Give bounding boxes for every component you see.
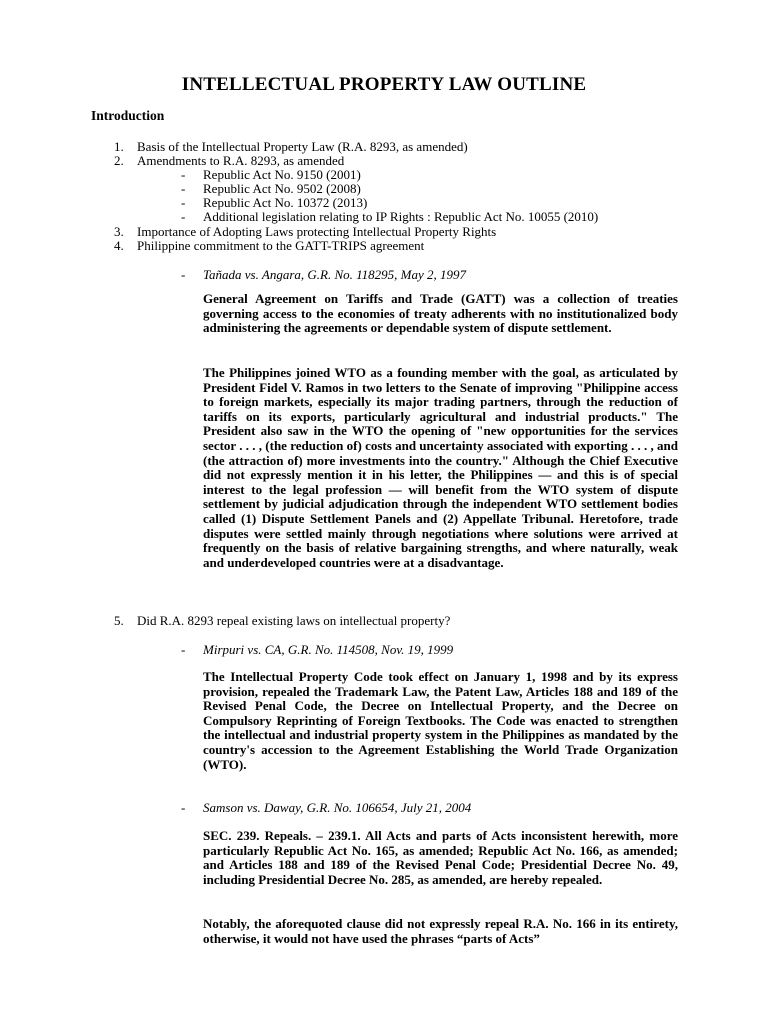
dash-bullet: - xyxy=(181,167,186,182)
item-number: 1. xyxy=(114,139,124,154)
item-text: Did R.A. 8293 repeal existing laws on intellectual property? xyxy=(137,613,451,628)
item-number: 5. xyxy=(114,613,124,628)
item-text: Basis of the Intellectual Property Law (R.A. 8293, as amended) xyxy=(137,139,468,154)
sub-item-text: Republic Act No. 9150 (2001) xyxy=(203,167,361,182)
document-title: INTELLECTUAL PROPERTY LAW OUTLINE xyxy=(181,74,587,95)
dash-bullet: - xyxy=(181,181,186,196)
dash-bullet: - xyxy=(181,267,186,282)
item-text: Importance of Adopting Laws protecting Intellectual Property Rights xyxy=(137,224,497,239)
quoted-paragraph: The Intellectual Property Code took effect on January 1, 1998 and by its express provision, repealed the Trademark Law, the Patent Law, Articles 188 and 189 of the Revised Penal Code, the Decree on Intellectual Property, and the Decree on Compulsory Reprinting of Foreign Textbooks. The Code was enacted to strengthen the intellectual and industrial property system in the Philippines as mandated by the country's accession to the Agreement Establishing the World Trade Organization (WTO). xyxy=(203,669,678,772)
quoted-paragraph: General Agreement on Tariffs and Trade (GATT) was a collection of treaties governing access to the economies of treaty adherents with no institutionalized body administering the agreements or dependable system of dispute settlement. xyxy=(203,291,678,336)
dash-bullet: - xyxy=(181,642,186,657)
dash-bullet: - xyxy=(181,800,186,815)
sub-item-text: Additional legislation relating to IP Rights : Republic Act No. 10055 (2010) xyxy=(203,209,599,224)
item-number: 4. xyxy=(114,238,124,253)
sub-item-text: Republic Act No. 10372 (2013) xyxy=(203,195,368,210)
dash-bullet: - xyxy=(181,195,186,210)
item-number: 2. xyxy=(114,153,124,168)
dash-bullet: - xyxy=(181,209,186,224)
quoted-paragraph: SEC. 239. Repeals. – 239.1. All Acts and parts of Acts inconsistent herewith, more particularly Republic Act No. 165, as amended; Republic Act No. 166, as amended; and Articles 188 and 189 of the Revised Penal Code; Presidential Decree No. 49, including Presidential Decree No. 285, as amended, are hereby repealed. xyxy=(203,828,678,887)
case-citation: Tañada vs. Angara, G.R. No. 118295, May 2, 1997 xyxy=(203,267,467,282)
item-text: Amendments to R.A. 8293, as amended xyxy=(137,153,345,168)
case-citation: Samson vs. Daway, G.R. No. 106654, July 21, 2004 xyxy=(203,800,472,815)
section-heading: Introduction xyxy=(91,108,165,123)
sub-item-text: Republic Act No. 9502 (2008) xyxy=(203,181,361,196)
quoted-paragraph: The Philippines joined WTO as a founding member with the goal, as articulated by President Fidel V. Ramos in two letters to the Senate of improving "Philippine access to foreign markets, especially its major trading partners, through the reduction of tariffs on its exports, particularly agricultural and industrial products." The President also saw in the WTO the opening of "new opportunities for the services sector . . . , (the reduction of) costs and uncertainty associated with exporting . . . , and (the attraction of) more investments into the country." Although the Chief Executive did not expressly mention it in his letter, the Philippines — and this is of special interest to the legal profession — will benefit from the WTO system of dispute settlement by judicial adjudication through the independent WTO settlement bodies called (1) Dispute Settlement Panels and (2) Appellate Tribunal. Heretofore, trade disputes were settled mainly through negotiations where solutions were arrived at frequently on the basis of relative bargaining strengths, and where naturally, weak and underdeveloped countries were at a disadvantage. xyxy=(203,365,678,570)
item-number: 3. xyxy=(114,224,124,239)
quoted-paragraph: Notably, the aforequoted clause did not expressly repeal R.A. No. 166 in its entirety, otherwise, it would not have used the phrases “parts of Acts” xyxy=(203,916,678,946)
case-citation: Mirpuri vs. CA, G.R. No. 114508, Nov. 19, 1999 xyxy=(203,642,454,657)
item-text: Philippine commitment to the GATT-TRIPS agreement xyxy=(137,238,425,253)
